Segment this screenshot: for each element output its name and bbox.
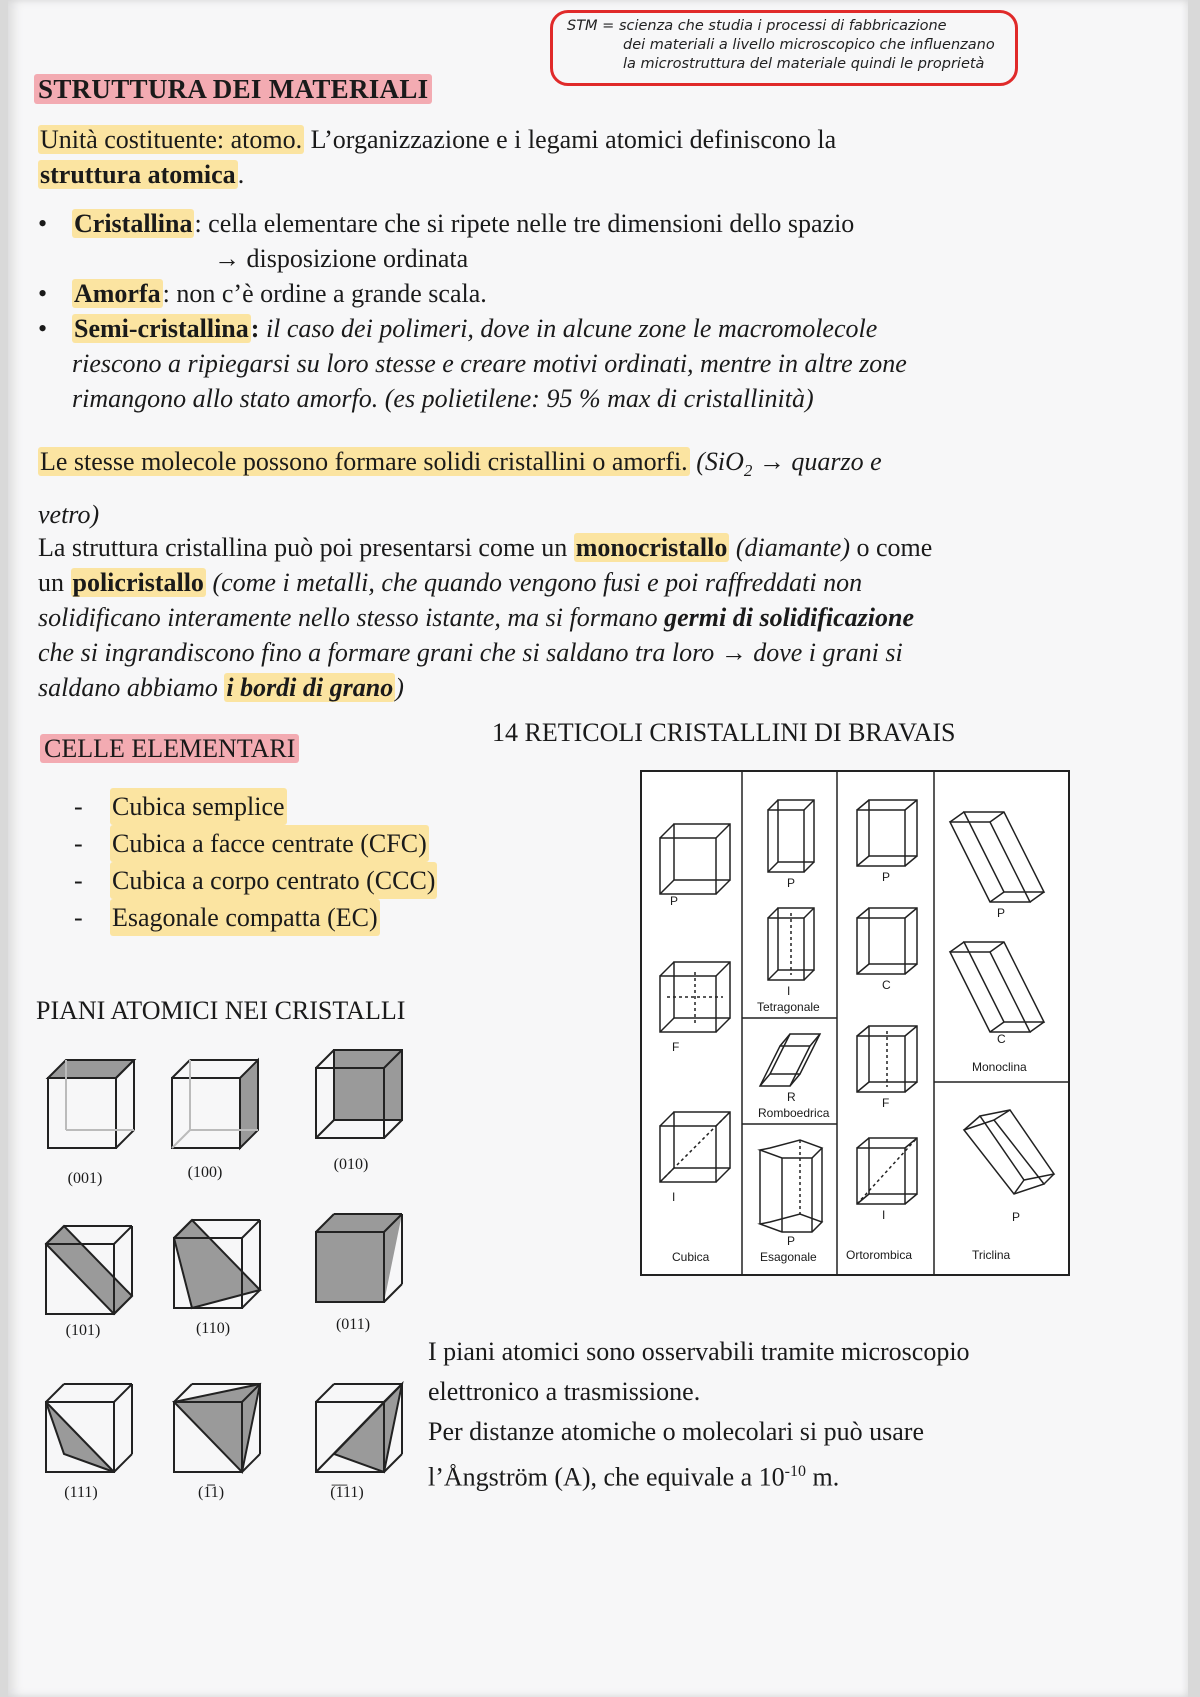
bullet-semi-text-1: il caso dei polimeri, dove in alcune zone le macromolecole bbox=[265, 314, 878, 343]
crystal-text-3: o come bbox=[849, 533, 933, 562]
bullet-dot: • bbox=[38, 279, 48, 308]
intro-paragraph bbox=[38, 122, 1038, 192]
bullet-cristallina-text: : cella elementare che si ripete nelle tre dimensioni dello spazio bbox=[194, 209, 855, 238]
bravais-type-label: I bbox=[672, 1190, 676, 1204]
plane-label-011: (011) bbox=[335, 1316, 371, 1333]
celle-title: CELLE ELEMENTARI bbox=[40, 734, 299, 763]
crystal-text-1: La struttura cristallina può poi presentarsi come un bbox=[38, 533, 574, 562]
bravais-type-label: F bbox=[672, 1040, 680, 1054]
crystal-text-7: che si ingrandiscono fino a formare grani che si saldano tra loro → dove i grani si bbox=[38, 638, 903, 667]
crystal-paragraph bbox=[38, 530, 1058, 705]
bravais-lattice-drawing bbox=[642, 772, 1068, 1274]
bullet-semi-text-3: rimangono allo stato amorfo. (es polietilene: 95 % max di cristallinità) bbox=[72, 384, 814, 413]
celle-item: - Esagonale compatta (EC) bbox=[74, 899, 437, 936]
bullet-amorfa bbox=[38, 276, 1078, 311]
celle-item: - Cubica semplice bbox=[74, 788, 437, 825]
closing-line-3: Per distanze atomiche o molecolari si può usare bbox=[428, 1417, 925, 1446]
celle-item: - Cubica a facce centrate (CFC) bbox=[74, 825, 437, 862]
plane-label-1bar1bar1: (1̅̅1) bbox=[197, 1484, 225, 1501]
bullet-amorfa-head: Amorfa bbox=[74, 279, 161, 308]
bravais-type-label: I bbox=[787, 984, 791, 998]
plane-label-111: (111) bbox=[64, 1484, 98, 1501]
plane-label-100: (100) bbox=[187, 1164, 223, 1181]
bravais-type-label: C bbox=[882, 978, 891, 992]
column-label-esagonale: Esagonale bbox=[760, 1250, 817, 1264]
celle-title-wrap bbox=[40, 734, 299, 764]
handwritten-note bbox=[550, 10, 1018, 86]
crystal-text-8: saldano abbiamo bbox=[38, 673, 225, 702]
sio2-example: (SiO$_2$ → quarzo e bbox=[696, 447, 882, 481]
crystal-text-9: ) bbox=[395, 673, 404, 702]
plane-label-001: (001) bbox=[67, 1170, 103, 1187]
policristallo: policristallo bbox=[72, 568, 204, 597]
piani-title: PIANI ATOMICI NEI CRISTALLI bbox=[36, 996, 406, 1025]
plane-label-1bar11: (̅1̅11) bbox=[330, 1484, 364, 1501]
plane-label-110: (110) bbox=[195, 1320, 231, 1337]
bullet-dot: • bbox=[38, 314, 48, 343]
sio2-example-end: vetro) bbox=[38, 500, 100, 530]
bullet-cristallina-sub: → disposizione ordinata bbox=[214, 244, 469, 273]
bravais-type-label: C bbox=[997, 1032, 1006, 1046]
bravais-type-label: R bbox=[787, 1090, 796, 1104]
page-title-wrap bbox=[34, 74, 432, 105]
bravais-type-label: I bbox=[882, 1208, 886, 1222]
bullet-list bbox=[38, 206, 1078, 416]
same-molecules-text: Le stesse molecole possono formare solidi cristallini o amorfi. bbox=[40, 447, 688, 476]
column-label-cubica: Cubica bbox=[672, 1250, 710, 1264]
closing-paragraph bbox=[428, 1332, 1128, 1498]
bullet-cristallina-head: Cristallina bbox=[74, 209, 193, 238]
closing-line-1: I piani atomici sono osservabili tramite microscopio bbox=[428, 1337, 970, 1366]
bravais-type-label: F bbox=[882, 1096, 890, 1110]
tetragonale-label: Tetragonale bbox=[757, 1000, 820, 1014]
note-line-1: STM = scienza che studia i processi di fabbricazione bbox=[567, 18, 947, 34]
same-molecules-paragraph bbox=[38, 440, 1038, 537]
bullet-amorfa-text: : non c’è ordine a grande scala. bbox=[162, 279, 487, 308]
romboedrica-label: Romboedrica bbox=[758, 1106, 830, 1120]
column-label-triclina: Triclina bbox=[972, 1248, 1011, 1262]
crystal-text-5: (come i metalli, che quando vengono fusi e poi raffreddati non bbox=[205, 568, 863, 597]
bordi-di-grano: i bordi di grano bbox=[226, 673, 394, 702]
crystal-diamante: (diamante) bbox=[729, 533, 850, 562]
bravais-type-label: P bbox=[787, 876, 796, 890]
monoclina-label: Monoclina bbox=[972, 1060, 1027, 1074]
germi-solidificazione: germi di solidificazione bbox=[664, 603, 915, 632]
plane-label-010: (010) bbox=[333, 1156, 369, 1173]
bullet-semicristallina: • Semi-cristallina: il caso dei polimeri, dove in alcune zone le macromolecole bbox=[38, 311, 1078, 346]
closing-line-4: l’Ångström (A), che equivale a $10^{-10}$ m. bbox=[428, 1462, 840, 1492]
bravais-type-label: P bbox=[670, 894, 679, 908]
note-line-2: dei materiali a livello microscopico che influenzano bbox=[623, 37, 995, 53]
bravais-type-label: P bbox=[882, 870, 891, 884]
intro-struttura-atomica: struttura atomica bbox=[40, 160, 236, 189]
intro-unit: Unità costituente: atomo. bbox=[40, 125, 303, 154]
bravais-title: 14 RETICOLI CRISTALLINI DI BRAVAIS bbox=[492, 718, 956, 747]
intro-period: . bbox=[237, 160, 245, 189]
crystal-text-4: un bbox=[38, 568, 71, 597]
bravais-type-label: P bbox=[787, 1234, 796, 1248]
bullet-cristallina bbox=[38, 206, 1078, 241]
bravais-lattice-figure bbox=[640, 770, 1070, 1276]
celle-item: - Cubica a corpo centrato (CCC) bbox=[74, 862, 437, 899]
bravais-type-label: P bbox=[1012, 1210, 1021, 1224]
bullet-semi-text-2: riescono a ripiegarsi su loro stesse e creare motivi ordinati, mentre in altre zone bbox=[72, 349, 907, 378]
bravais-type-label: P bbox=[997, 906, 1006, 920]
page-title: STRUTTURA DEI MATERIALI bbox=[34, 74, 432, 104]
monocristallo: monocristallo bbox=[575, 533, 728, 562]
bullet-dot: • bbox=[38, 209, 48, 238]
intro-text: L’organizzazione e i legami atomici definiscono la bbox=[304, 125, 837, 154]
closing-line-2: elettronico a trasmissione. bbox=[428, 1377, 701, 1406]
column-label-ortorombica: Ortorombica bbox=[846, 1248, 913, 1262]
note-line-3: la microstruttura del materiale quindi le proprietà bbox=[623, 56, 985, 72]
miller-planes-figure bbox=[40, 1050, 440, 1520]
bullet-semi-head: Semi-cristallina bbox=[74, 314, 249, 343]
celle-list bbox=[74, 788, 437, 936]
crystal-text-6: solidificano interamente nello stesso istante, ma si formano bbox=[38, 603, 665, 632]
plane-label-101: (101) bbox=[65, 1322, 101, 1339]
